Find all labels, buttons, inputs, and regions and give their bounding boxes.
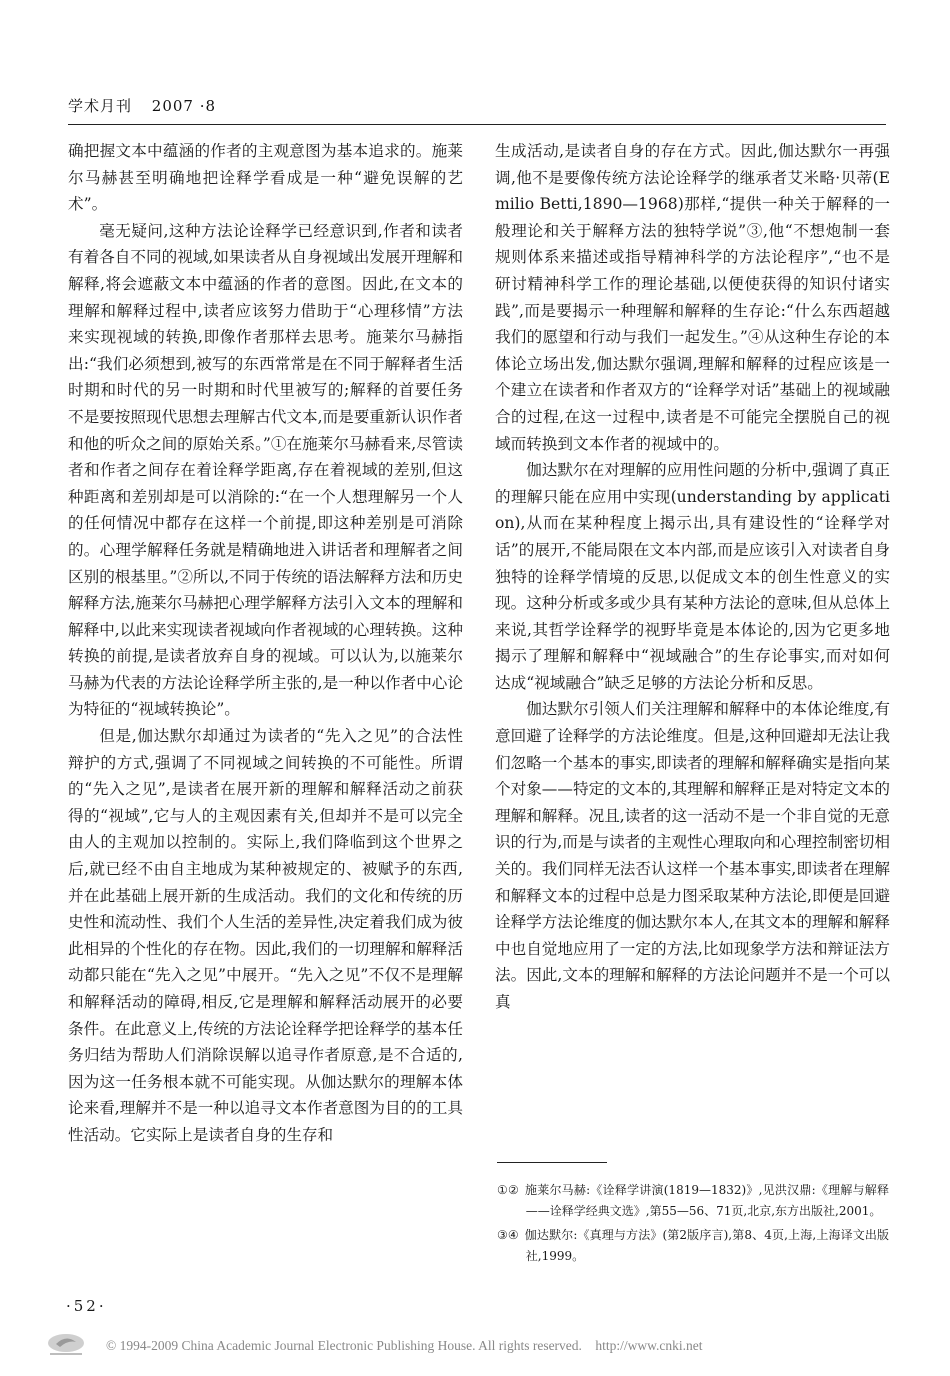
left-column — [68, 138, 463, 1149]
paragraph: 伽达默尔在对理解的应用性问题的分析中,强调了真正的理解只能在应用中实现(understanding by application),从而在某种程度上揭示出,具有建设性的“诠释学对话”的展开,不能局限在文本内部,而是应该引入对读者自身独特的诠释学情境的反思,以促成文本的创生性意义的实现。这种分析或多或少具有某种方法论的意味,但从总体上来说,其哲学诠释学的视野毕竟是本体论的,因为它更多地揭示了理解和解释中“视域融合”的生存论事实,而对如何达成“视域融合”缺乏足够的方法论分析和反思。 — [495, 461, 890, 692]
issue-number: 2007 ·8 — [151, 97, 217, 115]
paragraph: 伽达默尔引领人们关注理解和解释中的本体论维度,有意回避了诠释学的方法论维度。但是,这种回避却无法让我们忽略一个基本的事实,即读者的理解和解释确实是指向某个对象——特定的文本的,其理解和解释正是对特定文本的理解和解释。况且,读者的这一活动不是一个非自觉的无意识的行为,而是与读者的主观性心理取向和心理控制密切相关的。我们同样无法否认这样一个基本事实,即读者在理解和解释文本的过程中总是力图采取某种方法论,即便是回避诠释学方法论维度的伽达默尔本人,在其文本的理解和解释中也自觉地应用了一定的方法,比如现象学方法和辩证法方法。因此,文本的理解和解释的方法论问题并不是一个可以真 — [495, 700, 890, 1011]
footnote-mark: ①② — [497, 1183, 519, 1197]
footnotes — [497, 1180, 889, 1270]
footnote — [497, 1225, 889, 1267]
footnote-text: 施莱尔马赫:《诠释学讲演(1819—1832)》,见洪汉鼎:《理解与解释——诠释学经典文选》,第55—56、71页,北京,东方出版社,2001。 — [524, 1183, 889, 1218]
running-header — [68, 95, 216, 116]
footnote-mark: ③④ — [497, 1228, 519, 1242]
page-number: ·52· — [66, 1297, 107, 1315]
footnote-text: 伽达默尔:《真理与方法》(第2版序言),第8、4页,上海,上海译文出版社,1999。 — [524, 1228, 890, 1263]
footnote-rule — [497, 1162, 607, 1163]
paragraph: 确把握文本中蕴涵的作者的主观意图为基本追求的。施莱尔马赫甚至明确地把诠释学看成是一种“避免误解的艺术”。 — [68, 142, 463, 214]
header-rule — [68, 124, 886, 125]
paragraph: 毫无疑问,这种方法论诠释学已经意识到,作者和读者有着各自不同的视域,如果读者从自身视域出发展开理解和解释,将会遮蔽文本中蕴涵的作者的意图。因此,在文本的理解和解释过程中,读者应该努力借助于“心理移情”方法来实现视域的转换,即像作者那样去思考。施莱尔马赫指出:“我们必须想到,被写的东西常常是在不同于解释者生活时期和时代的另一时期和时代里被写的;解释的首要任务不是要按照现代思想去理解古代文本,而是要重新认识作者和他的听众之间的原始关系。”①在施莱尔马赫看来,尽管读者和作者之间存在着诠释学距离,存在着视域的差别,但这种距离和差别却是可以消除的:“在一个人想理解另一个人的任何情况中都存在这样一个前提,即这种差别是可消除的。心理学解释任务就是精确地进入讲话者和理解者之间区别的根基里。”②所以,不同于传统的语法解释方法和历史解释方法,施莱尔马赫把心理学解释方法引入文本的理解和解释中,以此来实现读者视域向作者视域的心理转换。这种转换的前提,是读者放弃自身的视域。可以认为,以施莱尔马赫为代表的方法论诠释学所主张的,是一种以作者中心论为特征的“视域转换论”。 — [68, 221, 463, 719]
copyright-line: © 1994-2009 China Academic Journal Electronic Publishing House. All rights reserved. http://www.cnki.net — [106, 1338, 703, 1353]
cnki-logo-icon — [44, 1330, 88, 1358]
paragraph: 但是,伽达默尔却通过为读者的“先入之见”的合法性辩护的方式,强调了不同视域之间转换的不可能性。所谓的“先入之见”,是读者在展开新的理解和解释活动之前获得的“视域”,它与人的主观因素有关,但却并不是可以完全由人的主观加以控制的。实际上,我们降临到这个世界之后,就已经不由自主地成为某种被规定的、被赋予的东西,并在此基础上展开新的生成活动。我们的文化和传统的历史性和流动性、我们个人生活的差异性,决定着我们成为彼此相异的个性化的存在物。因此,我们的一切理解和解释活动都只能在“先入之见”中展开。“先入之见”不仅不是理解和解释活动的障碍,相反,它是理解和解释活动展开的必要条件。在此意义上,传统的方法论诠释学把诠释学的基本任务归结为帮助人们消除误解以追寻作者原意,是不合适的,因为这一任务根本就不可能实现。从伽达默尔的理解本体论来看,理解并不是一种以追寻文本作者意图为目的的工具性活动。它实际上是读者自身的生存和 — [68, 727, 463, 1144]
paragraph: 生成活动,是读者自身的存在方式。因此,伽达默尔一再强调,他不是要像传统方法论诠释学的继承者艾米略·贝蒂(Emilio Betti,1890—1968)那样,“提供一种关于解释的一般理论和关于解释方法的独特学说”③,他“不想炮制一套规则体系来描述或指导精神科学的方法论程序”,“也不是研讨精神科学工作的理论基础,以便使获得的知识付诸实践”,而是要揭示一种理解和解释的生存论:“什么东西超越我们的愿望和行动与我们一起发生。”④从这种生存论的本体论立场出发,伽达默尔强调,理解和解释的过程应该是一个建立在读者和作者双方的“诠释学对话”基础上的视域融合的过程,在这一过程中,读者是不可能完全摆脱自己的视域而转换到文本作者的视域中的。 — [495, 142, 890, 453]
footnote — [497, 1180, 889, 1222]
right-column — [495, 138, 890, 1016]
journal-name: 学术月刊 — [68, 97, 133, 115]
